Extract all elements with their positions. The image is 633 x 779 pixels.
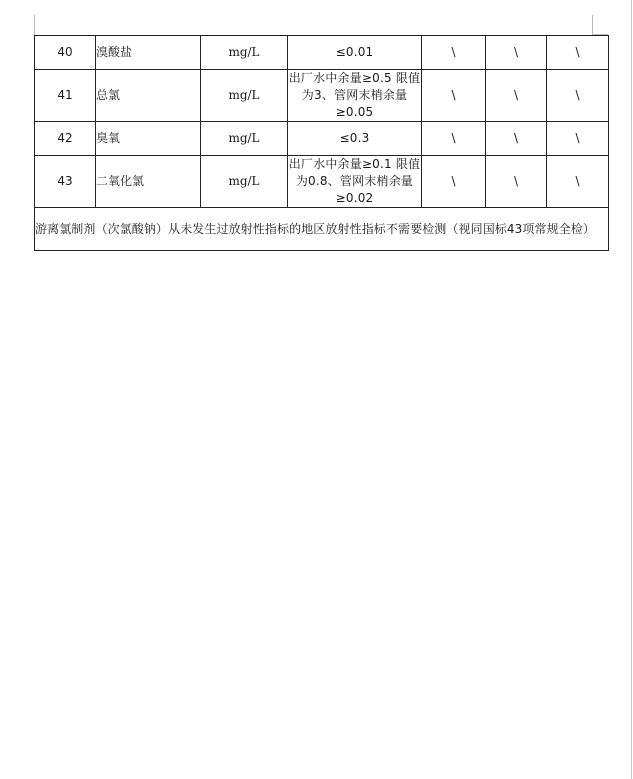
indicator-name: 溴酸盐 <box>96 36 201 70</box>
table-row <box>35 36 609 70</box>
water-quality-table <box>34 35 609 251</box>
indicator-name: 总氯 <box>96 70 201 122</box>
table-row <box>35 156 609 208</box>
limit-cell: 出厂水中余量≥0.5 限值为3、管网末梢余量≥0.05 <box>288 70 422 122</box>
result-cell: \ <box>547 156 609 208</box>
result-cell: \ <box>486 70 547 122</box>
result-cell: \ <box>422 156 486 208</box>
corner-mark-left-vertical <box>34 15 35 35</box>
unit-cell: mg/L <box>201 70 288 122</box>
result-cell: \ <box>547 122 609 156</box>
table-note-row <box>35 208 609 251</box>
result-cell: \ <box>486 156 547 208</box>
limit-cell: 出厂水中余量≥0.1 限值为0.8、管网末梢余量≥0.02 <box>288 156 422 208</box>
corner-mark-right-vertical <box>592 15 593 35</box>
indicator-name: 臭氧 <box>96 122 201 156</box>
row-number: 40 <box>35 36 96 70</box>
limit-cell: ≤0.01 <box>288 36 422 70</box>
result-cell: \ <box>422 70 486 122</box>
row-number: 43 <box>35 156 96 208</box>
table-note: 游离氯制剂（次氯酸钠）从未发生过放射性指标的地区放射性指标不需要检测（视同国标43项常规全检） <box>35 208 609 251</box>
result-cell: \ <box>547 70 609 122</box>
result-cell: \ <box>486 36 547 70</box>
page-edge-line <box>631 0 632 779</box>
result-cell: \ <box>486 122 547 156</box>
result-cell: \ <box>422 122 486 156</box>
limit-cell: ≤0.3 <box>288 122 422 156</box>
indicator-name: 二氧化氯 <box>96 156 201 208</box>
table-row <box>35 122 609 156</box>
result-cell: \ <box>422 36 486 70</box>
result-cell: \ <box>547 36 609 70</box>
unit-cell: mg/L <box>201 36 288 70</box>
table-row <box>35 70 609 122</box>
unit-cell: mg/L <box>201 122 288 156</box>
row-number: 41 <box>35 70 96 122</box>
unit-cell: mg/L <box>201 156 288 208</box>
row-number: 42 <box>35 122 96 156</box>
